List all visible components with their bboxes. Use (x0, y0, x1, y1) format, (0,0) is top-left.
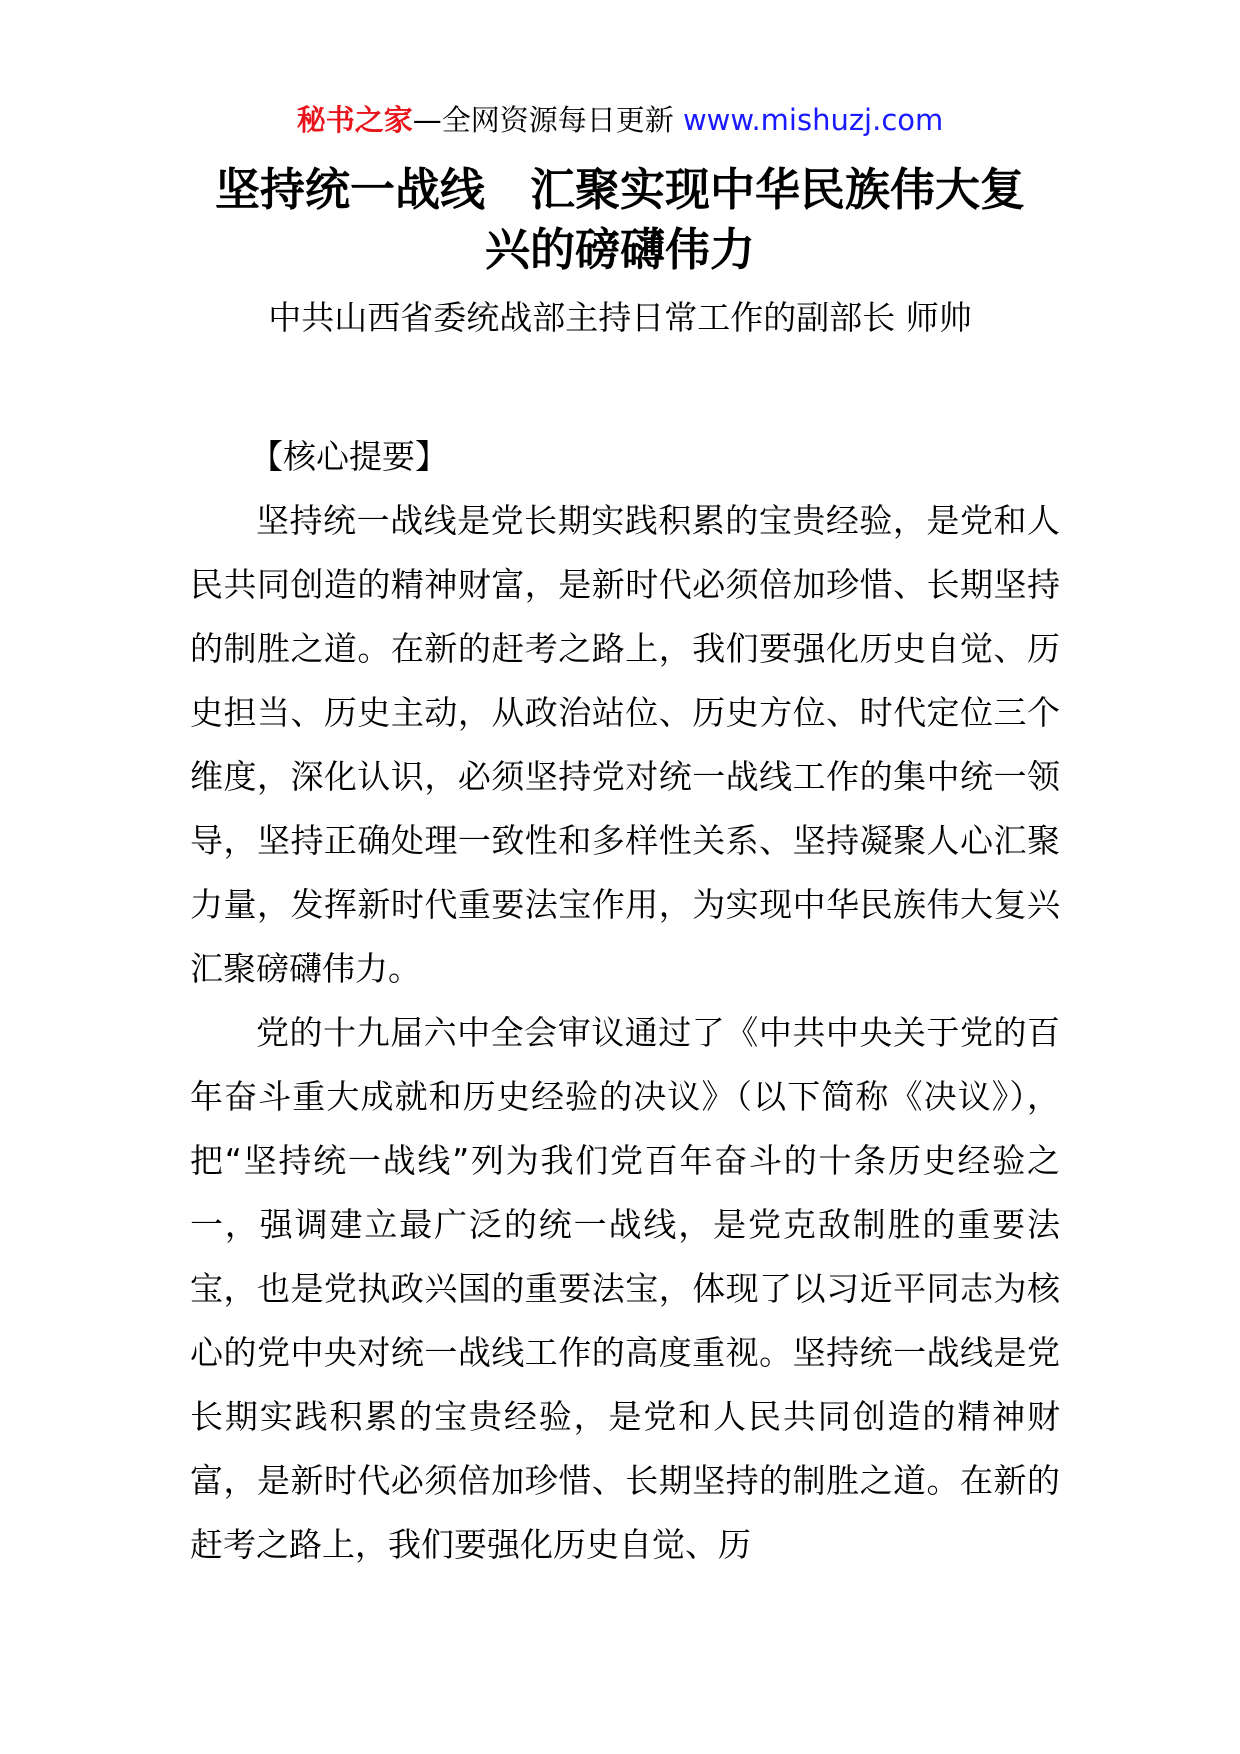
paragraph-1: 坚持统一战线是党长期实践积累的宝贵经验，是党和人民共同创造的精神财富，是新时代必须倍加珍惜、长期坚持的制胜之道。在新的赶考之路上，我们要强化历史自觉、历史担当、历史主动，从政治站位、历史方位、时代定位三个维度，深化认识，必须坚持党对统一战线工作的集中统一领导，坚持正确处理一致性和多样性关系、坚持凝聚人心汇聚力量，发挥新时代重要法宝作用，为实现中华民族伟大复兴汇聚磅礴伟力。 (190, 501, 1060, 988)
document-title (190, 160, 1050, 280)
section-label: 【核心提要】 (250, 437, 448, 476)
paragraph-2: 党的十九届六中全会审议通过了《中共中央关于党的百年奋斗重大成就和历史经验的决议》（以下简称《决议》），把“坚持统一战线”列为我们党百年奋斗的十条历史经验之一，强调建立最广泛的统一战线，是党克敌制胜的重要法宝，也是党执政兴国的重要法宝，体现了以习近平同志为核心的党中央对统一战线工作的高度重视。坚持统一战线是党长期实践积累的宝贵经验，是党和人民共同创造的精神财富，是新时代必须倍加珍惜、长期坚持的制胜之道。在新的赶考之路上，我们要强化历史自觉、历 (190, 1013, 1060, 1564)
document-body (190, 425, 1060, 1577)
site-header (0, 100, 1240, 140)
site-brand: 秘书之家 (296, 103, 413, 137)
document-title-line-2: 兴的磅礴伟力 (484, 223, 755, 276)
document-author: 中共山西省委统战部主持日常工作的副部长 师帅 (268, 298, 972, 337)
site-tagline: —全网资源每日更新 (412, 103, 683, 137)
document-title-line-1: 坚持统一战线 汇聚实现中华民族伟大复 (214, 163, 1025, 216)
site-url-link[interactable]: www.mishuzj.com (682, 103, 944, 137)
